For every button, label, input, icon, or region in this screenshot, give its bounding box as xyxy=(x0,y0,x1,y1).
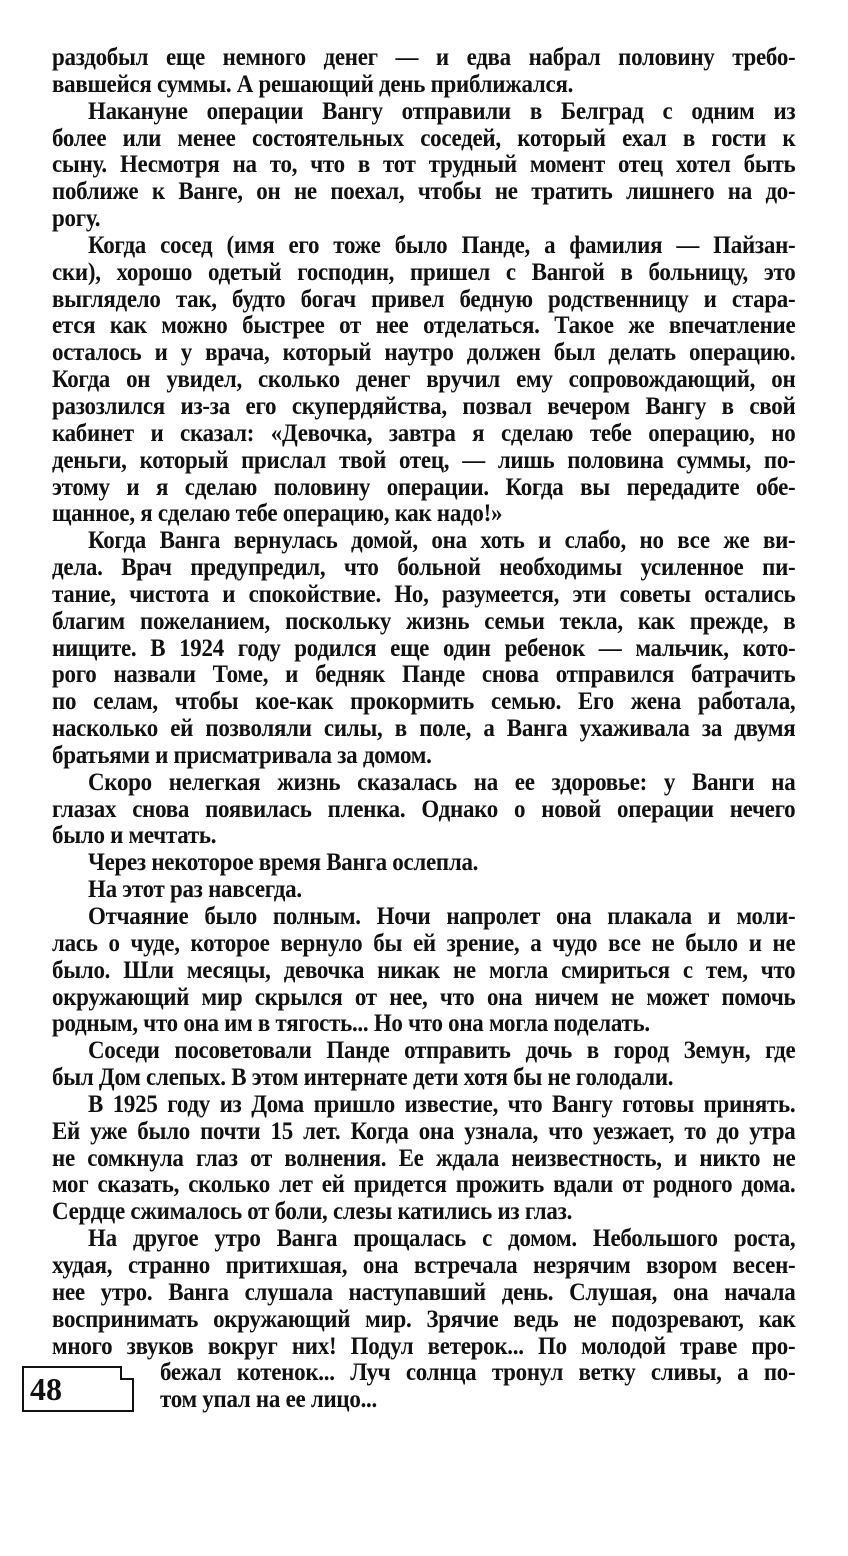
text-line: рогу. xyxy=(52,203,101,233)
text-line: выглядело так, будто богач привел бедную родственницу и стара- xyxy=(52,283,796,313)
page-body-text xyxy=(52,44,795,1413)
text-line: Когда он увидел, сколько денег вручил ему сопровождающий, он xyxy=(52,364,796,394)
text-line: На этот раз навсегда. xyxy=(88,874,302,904)
text-line: по селам, чтобы кое-как прокормить семью. Его жена работала, xyxy=(52,686,796,716)
text-line: деньги, который прислал твой отец, — лишь половина суммы, по- xyxy=(52,444,796,474)
text-line: тание, чистота и спокойствие. Но, разумеется, эти советы остались xyxy=(52,578,796,608)
text-line: ски), хорошо одетый господин, пришел с Вангой в больницу, это xyxy=(52,256,796,286)
text-line: сыну. Несмотря на то, что в тот трудный момент отец хотел быть xyxy=(52,149,796,179)
text-line: мог сказать, сколько лет ей придется прожить вдали от родного дома. xyxy=(52,1169,796,1199)
text-line: много звуков вокруг них! Подул ветерок... По молодой траве про- xyxy=(52,1330,796,1360)
text-line: В 1925 году из Дома пришло известие, что Вангу готовы принять. xyxy=(88,1088,796,1118)
text-line: было и мечтать. xyxy=(52,820,217,850)
text-line: Накануне операции Вангу отправили в Белград с одним из xyxy=(88,95,796,125)
text-line: раздобыл еще немного денег — и едва набрал половину требо- xyxy=(52,42,796,71)
text-line: благим пожеланием, поскольку жизнь семьи текла, как прежде, в xyxy=(52,605,796,635)
text-line: воспринимать окружающий мир. Зрячие ведь не подозревают, как xyxy=(52,1303,796,1333)
text-line: том упал на ее лицо... xyxy=(160,1384,377,1414)
text-line: было. Шли месяцы, девочка никак не могла смириться с тем, что xyxy=(52,954,796,984)
text-line: Отчаяние было полным. Ночи напролет она плакала и моли- xyxy=(88,901,796,930)
text-line: насколько ей позволяли силы, в поле, а Ванга ухаживала за двумя xyxy=(52,713,796,743)
text-line: поближе к Ванге, он не поехал, чтобы не тратить лишнего на до- xyxy=(52,176,796,206)
text-line: осталось и у врача, который наутро должен был делать операцию. xyxy=(52,337,796,367)
text-line: дела. Врач предупредил, что больной необходимы усиленное пи- xyxy=(52,552,796,582)
page-number: 48 xyxy=(22,1366,134,1412)
text-line: братьями и присматривала за домом. xyxy=(52,739,432,769)
text-line: кабинет и сказал: «Девочка, завтра я сделаю тебе операцию, но xyxy=(52,417,796,447)
text-line: Когда Ванга вернулась домой, она хоть и слабо, но все же ви- xyxy=(88,525,796,555)
text-line: глазах снова появилась пленка. Однако о новой операции нечего xyxy=(52,793,796,823)
text-line: Ей уже было почти 15 лет. Когда она узнала, что уезжает, то до утра xyxy=(52,1115,796,1145)
text-line: бежал котенок... Луч солнца тронул ветку сливы, а по- xyxy=(160,1357,796,1387)
text-line: разозлился из-за его скупердяйства, позвал вечером Вангу в свой xyxy=(52,390,796,420)
text-line: этому и я сделаю половину операции. Когда вы передадите обе- xyxy=(52,471,796,501)
text-line: Когда сосед (имя его тоже было Панде, а фамилия — Пайзан- xyxy=(88,229,796,259)
text-line: ется как можно быстрее от нее отделаться. Такое же впечатление xyxy=(52,310,796,340)
text-line: окружающий мир скрылся от нее, что она ничем не может помочь xyxy=(52,981,796,1011)
text-line: худая, странно притихшая, она встречала незрячим взором весен- xyxy=(52,1249,796,1279)
text-line: более или менее состоятельных соседей, который ехал в гости к xyxy=(52,122,796,152)
text-line: рого назвали Томе, и бедняк Панде снова отправился батрачить xyxy=(52,659,796,689)
text-line: был Дом слепых. В этом интернате дети хотя бы не голодали. xyxy=(52,1062,674,1092)
text-line: лась о чуде, которое вернуло бы ей зрение, а чудо все не было и не xyxy=(52,927,796,957)
text-line: Скоро нелегкая жизнь сказалась на ее здоровье: у Ванги на xyxy=(88,766,796,796)
text-line: родным, что она им в тягость... Но что она могла поделать. xyxy=(52,1008,650,1038)
text-line: щанное, я сделаю тебе операцию, как надо!» xyxy=(52,498,503,528)
text-line: нищите. В 1924 году родился еще один ребенок — мальчик, кото- xyxy=(52,632,796,662)
text-line: На другое утро Ванга прощалась с домом. Небольшого роста, xyxy=(88,1223,796,1253)
text-line: нее утро. Ванга слушала наступавший день. Слушая, она начала xyxy=(52,1276,796,1306)
text-line: Соседи посоветовали Панде отправить дочь в город Земун, где xyxy=(88,1035,796,1065)
text-line: не сомкнула глаз от волнения. Ее ждала неизвестность, и никто не xyxy=(52,1142,796,1172)
text-line: Сердце сжималось от боли, слезы катились из глаз. xyxy=(52,1196,573,1226)
text-line: Через некоторое время Ванга ослепла. xyxy=(88,847,479,877)
text-line: вавшейся суммы. А решающий день приближался. xyxy=(52,68,574,98)
